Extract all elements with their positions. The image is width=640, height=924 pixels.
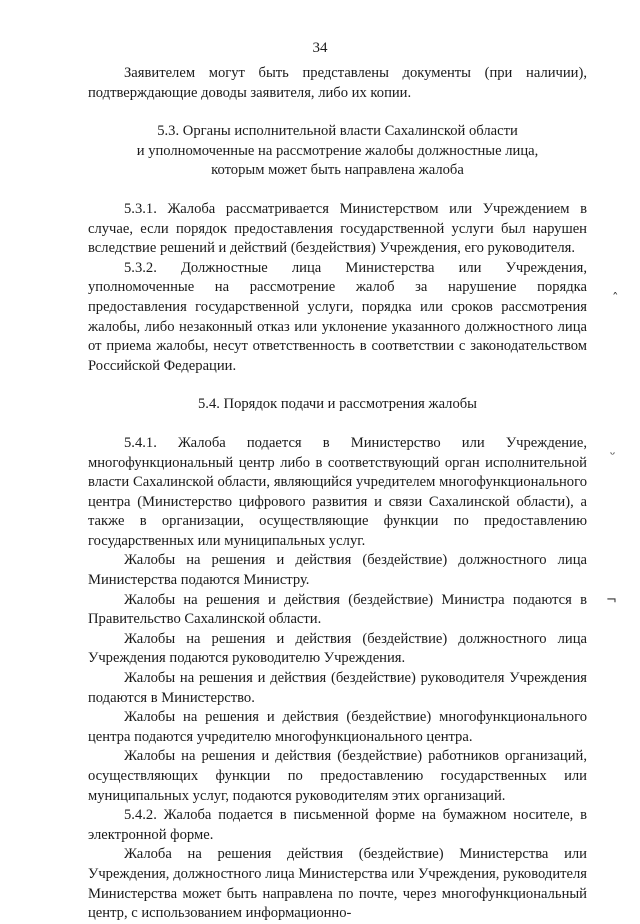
paragraph-mfc-complaints: Жалобы на решения и действия (бездействие) многофункционального центра подаются учредителю многофункционального центра.: [88, 709, 587, 745]
heading-line: и уполномоченные на рассмотрение жалобы должностные лица,: [136, 142, 539, 159]
heading-line: 5.3. Органы исполнительной власти Сахалинской области: [157, 123, 518, 140]
paragraph-5-3-2: 5.3.2. Должностные лица Министерства или Учреждения, уполномоченные на рассмотрение жалоб за нарушение порядка предоставления государственной услуги, порядка или сроков рассмотрения жалобы, либо незаконный отказ или уклонение указанного должностного лица от приема жалобы, несут ответственность в соответствии с законодательством Российской Федерации.: [88, 259, 587, 374]
paragraph-submission-channels: Жалоба на решения действия (бездействие) Министерства или Учреждения, должностного лица Министерства или Учреждения, руководителя Министерства может быть направлена по почте, через многофункциональный центр, с использованием информационно-: [88, 846, 587, 922]
page-number: 34: [312, 40, 328, 56]
paragraph-institution-official-complaints: Жалобы на решения и действия (бездействие) должностного лица Учреждения подаются руководителю Учреждения.: [88, 630, 587, 667]
paragraph-documents: Заявителем могут быть представлены документы (при наличии), подтверждающие доводы заявителя, либо их копии.: [88, 65, 587, 101]
paragraph-organizations-complaints: Жалобы на решения и действия (бездействие) работников организаций, осуществляющих функции по предоставлению государственных или муниципальных услуг, подаются руководителям этих организаций.: [88, 748, 587, 804]
document-body: [88, 64, 587, 924]
paragraph-5-4-2: 5.4.2. Жалоба подается в письменной форме на бумажном носителе, в электронной форме.: [88, 807, 587, 843]
paragraph-government-complaints: Жалобы на решения и действия (бездействие) Министра подаются в Правительство Сахалинской области.: [88, 591, 587, 628]
margin-mark-icon: ˆ: [612, 292, 619, 307]
section-heading-5-4: 5.4. Порядок подачи и рассмотрения жалобы: [198, 396, 477, 413]
paragraph-5-4-1: 5.4.1. Жалоба подается в Министерство или Учреждение, многофункциональный центр либо в соответствующий орган исполнительной власти Сахалинской области, являющийся учредителем многофункционального центра (Министерство цифрового развития и связи Сахалинской области), а также в организации, осуществляющие функции по предоставлению государственных или муниципальных услуг.: [88, 434, 587, 549]
heading-line: которым может быть направлена жалоба: [211, 162, 464, 179]
margin-mark-icon: ¬: [606, 593, 617, 608]
section-heading-5-3: [88, 122, 587, 181]
paragraph-institution-head-complaints: Жалобы на решения и действия (бездействие) руководителя Учреждения подаются в Министерство.: [88, 670, 587, 706]
paragraph-5-3-1: 5.3.1. Жалоба рассматривается Министерством или Учреждением в случае, если порядок предоставления государственной услуги был нарушен вследствие решений и действий (бездействия) Учреждения, его руководителя.: [88, 200, 587, 257]
paragraph-minister-complaints: Жалобы на решения и действия (бездействие) должностного лица Министерства подаются Министру.: [88, 552, 587, 589]
margin-mark-icon: ᵕ: [610, 448, 616, 463]
